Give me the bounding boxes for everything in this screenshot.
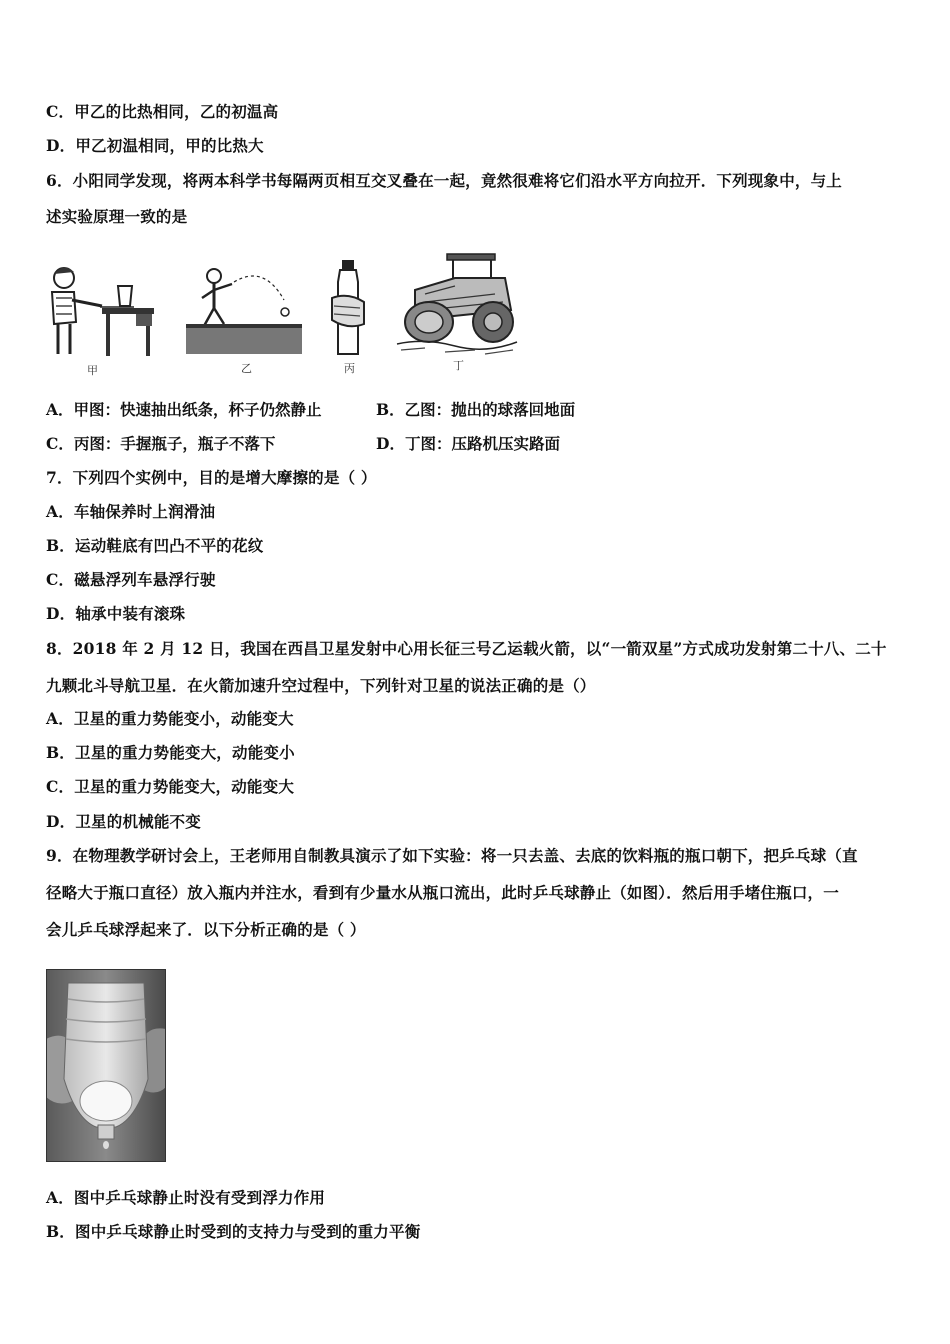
q7-option-d: D．轴承中装有滚珠 xyxy=(46,604,186,623)
q9-stem-line1: 9．在物理教学研讨会上，王老师用自制教具演示了如下实验：将一只去盖、去底的饮料瓶的瓶口朝下，把乒乓球（直 xyxy=(46,846,858,865)
q8-stem-line1: 8．2018 年 2 月 12 日，我国在西昌卫星发射中心用长征三号乙运载火箭，以“一箭双星”方式成功发射第二十八、二十 xyxy=(46,639,887,658)
bottle-ping-pong-photo xyxy=(46,969,166,1162)
q8-option-a: A．卫星的重力势能变小，动能变大 xyxy=(46,709,294,728)
figure-ding-illustration xyxy=(395,250,520,358)
q8-option-b: B．卫星的重力势能变大，动能变小 xyxy=(46,743,295,762)
q5-option-c: C．甲乙的比热相同，乙的初温高 xyxy=(46,102,279,121)
q7-option-a: A．车轴保养时上润滑油 xyxy=(46,502,216,521)
figure-jia-illustration xyxy=(44,262,159,362)
q7-stem: 7．下列四个实例中，目的是增大摩擦的是（ ） xyxy=(46,468,377,487)
q8-option-d: D．卫星的机械能不变 xyxy=(46,812,201,831)
q6-option-a: A．甲图：快速抽出纸条，杯子仍然静止 xyxy=(46,400,322,419)
figure-yi-illustration xyxy=(184,266,304,358)
q9-option-a: A．图中乒乓球静止时没有受到浮力作用 xyxy=(46,1188,326,1207)
q6-stem-line2: 述实验原理一致的是 xyxy=(46,207,188,226)
q5-option-d: D．甲乙初温相同，甲的比热大 xyxy=(46,136,264,155)
q8-option-c: C．卫星的重力势能变大，动能变大 xyxy=(46,777,295,796)
q6-option-d: D．丁图：压路机压实路面 xyxy=(376,434,560,453)
q6-stem-line1: 6．小阳同学发现，将两本科学书每隔两页相互交叉叠在一起，竟然很难将它们沿水平方向拉开．下列现象中，与上 xyxy=(46,171,842,190)
figure-bing-illustration xyxy=(328,258,368,358)
figure-label-ding: 丁 xyxy=(453,359,464,372)
q6-option-b: B．乙图：抛出的球落回地面 xyxy=(376,400,576,419)
figure-label-bing: 丙 xyxy=(344,362,355,375)
q7-option-b: B．运动鞋底有凹凸不平的花纹 xyxy=(46,536,264,555)
q9-stem-line3: 会儿乒乓球浮起来了．以下分析正确的是（ ） xyxy=(46,920,366,939)
q7-option-c: C．磁悬浮列车悬浮行驶 xyxy=(46,570,216,589)
figure-label-jia: 甲 xyxy=(87,364,98,377)
q9-stem-line2: 径略大于瓶口直径）放入瓶内并注水，看到有少量水从瓶口流出，此时乒乓球静止（如图）．然后用手堵住瓶口，一 xyxy=(46,883,839,902)
q6-option-c: C．丙图：手握瓶子，瓶子不落下 xyxy=(46,434,276,453)
q9-option-b: B．图中乒乓球静止时受到的支持力与受到的重力平衡 xyxy=(46,1222,421,1241)
figure-label-yi: 乙 xyxy=(241,362,252,375)
q8-stem-line2: 九颗北斗导航卫星．在火箭加速升空过程中，下列针对卫星的说法正确的是（） xyxy=(46,676,596,695)
